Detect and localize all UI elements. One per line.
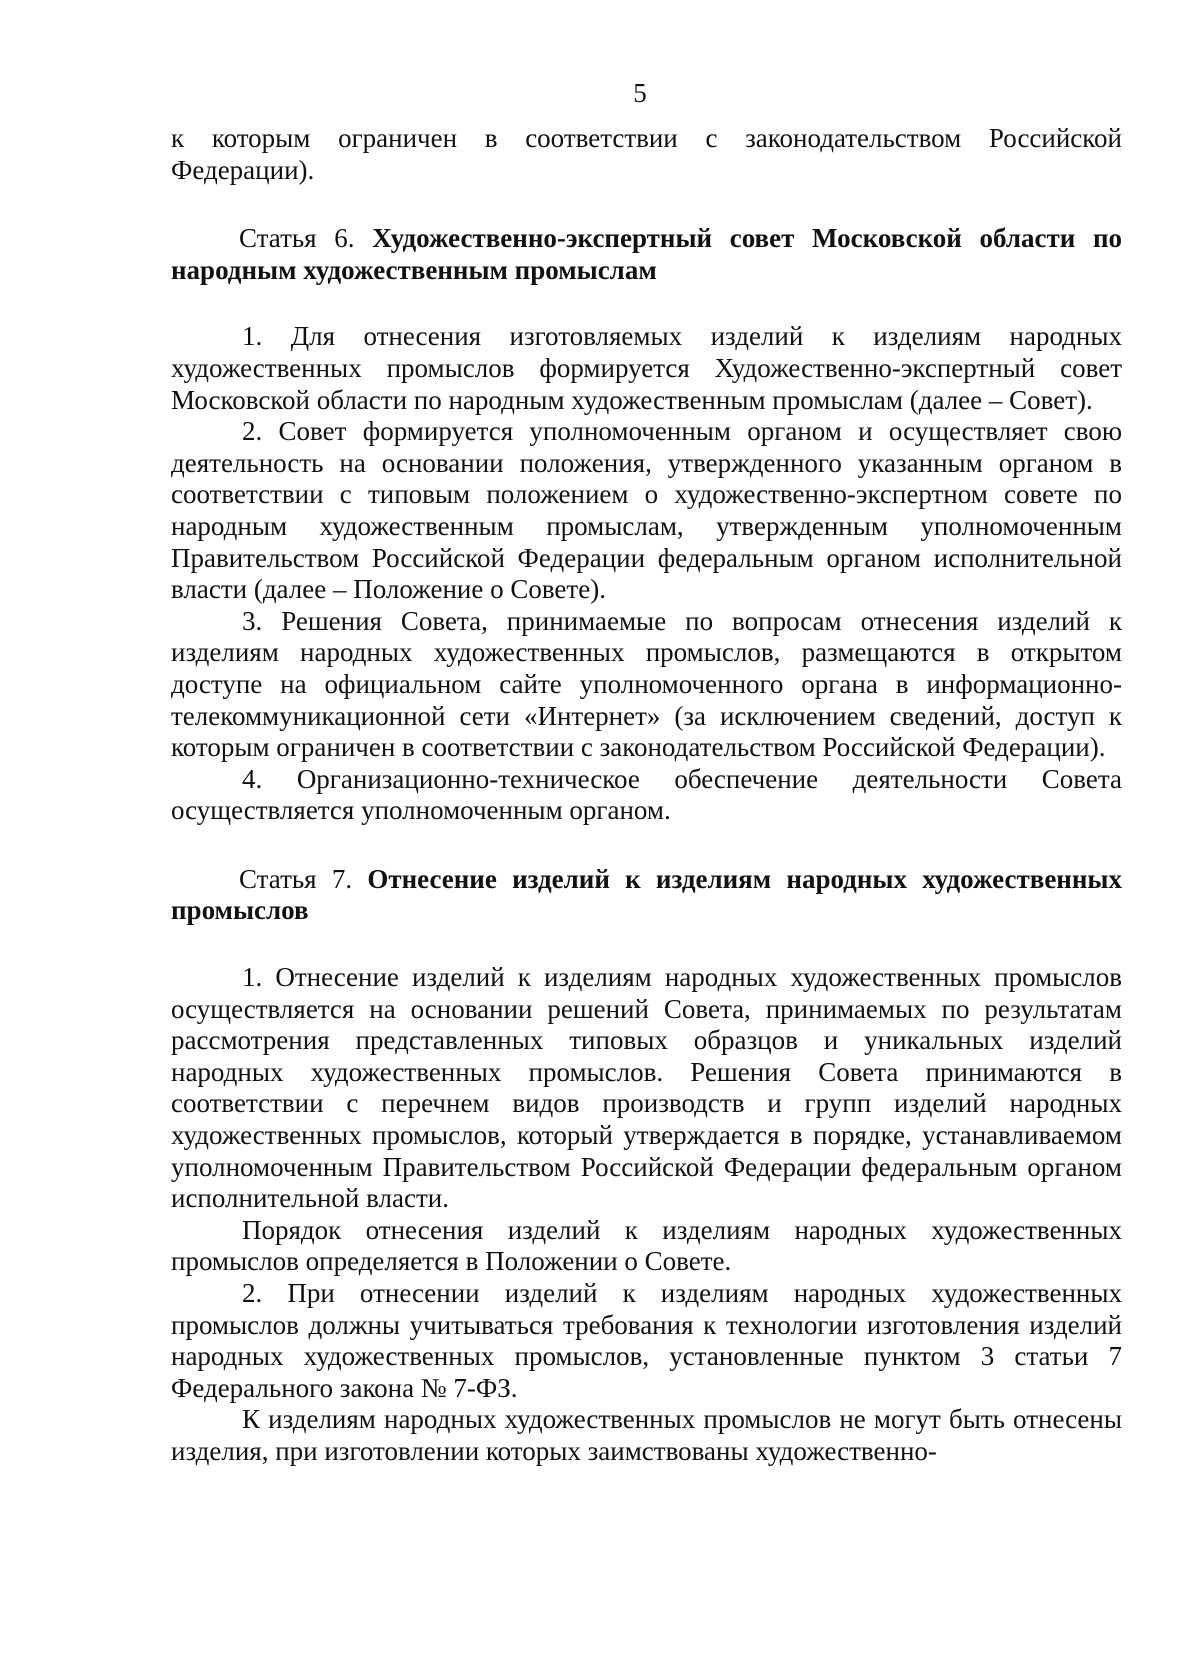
article-6-heading (171, 223, 1122, 286)
article-6-item-1: 1. Для отнесения изготовляемых изделий к изделиям народных художественных промыслов формируется Художественно-экспертный совет Московской области по народным художественным промыслам (далее – Совет). (171, 321, 1122, 415)
article-7-label: Статья 7. (239, 863, 353, 894)
article-6-title: Художественно-экспертный совет Московской области по народным художественным промыслам (171, 223, 1122, 285)
page-number: 5 (633, 78, 647, 108)
article-7-item-2-exclusion: К изделиям народных художественных промыслов не могут быть отнесены изделия, при изготовлении которых заимствованы художественно- (171, 1404, 1122, 1466)
spacer (171, 186, 1122, 223)
spacer (171, 827, 1122, 864)
document-body (171, 123, 1122, 1468)
article-7-item-2: 2. При отнесении изделий к изделиям народных художественных промыслов должны учитываться требования к технологии изготовления изделий народных художественных промыслов, установленные пунктом 3 статьи 7 Федерального закона № 7-ФЗ. (171, 1278, 1122, 1403)
spacer (171, 927, 1122, 962)
article-7-item-1-procedure: Порядок отнесения изделий к изделиям народных художественных промыслов определяется в Положении о Совете. (171, 1214, 1122, 1277)
article-7-title: Отнесение изделий к изделиям народных художественных промыслов (171, 863, 1122, 926)
article-6-item-2: 2. Совет формируется уполномоченным органом и осуществляет свою деятельность на основании положения, утвержденного указанным органом в соответствии с типовым положением о художественно-экспертном совете по народным художественным промыслам, утвержденным уполномоченным Правительством Российской Федерации федеральным органом исполнительной власти (далее – Положение о Совете). (171, 416, 1122, 605)
article-7-heading (171, 864, 1122, 927)
intro-paragraph: к которым ограничен в соответствии с законодательством Российской Федерации). (171, 123, 1122, 185)
article-7-item-1: 1. Отнесение изделий к изделиям народных художественных промыслов осуществляется на основании решений Совета, принимаемых по результатам рассмотрения представленных типовых образцов и уникальных изделий народных художественных промыслов. Решения Совета принимаются в соответствии с перечнем видов производств и групп изделий народных художественных промыслов, который утверждается в порядке, устанавливаемом уполномоченным Правительством Российской Федерации федеральным органом исполнительной власти. (171, 962, 1122, 1214)
article-6-item-3: 3. Решения Совета, принимаемые по вопросам отнесения изделий к изделиям народных художественных промыслов, размещаются в открытом доступе на официальном сайте уполномоченного органа в информационно-телекоммуникационной сети «Интернет» (за исключением сведений, доступ к которым ограничен в соответствии с законодательством Российской Федерации). (171, 605, 1122, 763)
article-6-item-4: 4. Организационно-техническое обеспечение деятельности Совета осуществляется уполномоченным органом. (171, 763, 1122, 826)
spacer (171, 286, 1122, 321)
article-6-label: Статья 6. (239, 223, 355, 254)
